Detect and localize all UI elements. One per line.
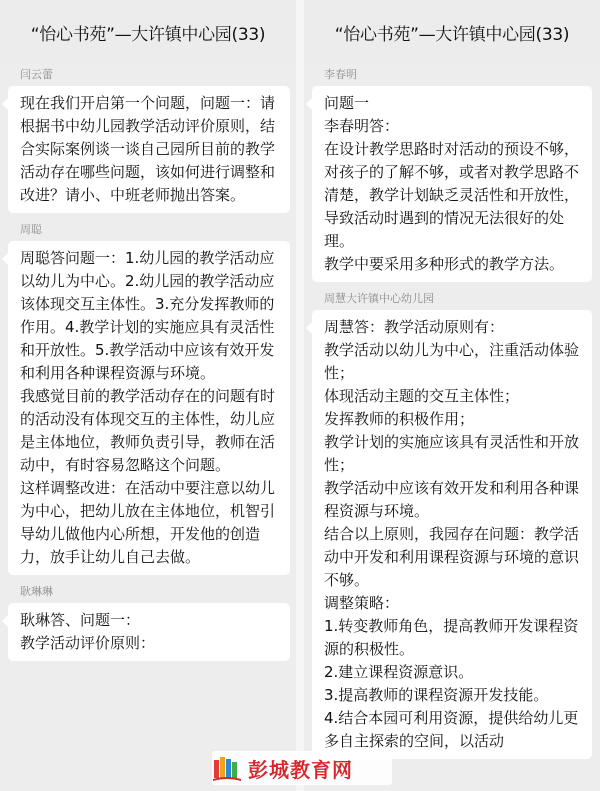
message-text: 教学活动以幼儿为中心，注重活动体验性； (324, 341, 580, 382)
message (304, 288, 600, 759)
chat-title: “怡心书苑”—大许镇中心园(33) (0, 0, 296, 64)
chat-screenshot-right (304, 0, 600, 791)
message-text: 发挥教师的积极作用； (324, 410, 475, 428)
message-text: 4.结合本园可利用资源，提供给幼儿更多自主探索的空间，以活动 (324, 709, 579, 750)
sender-name: 耿琳琳 (20, 585, 53, 598)
message-text: 现在我们开启第一个问题，问题一：请根据书中幼儿园教学活动评价原则，结合实际案例谈一谈自己园所目前的教学活动存在哪些问题，该如何进行调整和改进？请小、中班老师抛出答案。 (20, 94, 276, 204)
message-text: 教学活动中应该有效开发和利用各种课程资源与环境。 (324, 479, 580, 520)
message-text: 1.转变教师角色，提高教师开发课程资源的积极性。 (324, 617, 579, 658)
message-text: 李春明答： (324, 117, 400, 135)
message-text: 在设计教学思路时对活动的预设不够，对孩子的了解不够，或者对教学思路不清楚，教学计划缺乏灵活性和开放性，导致活动时遇到的情况无法很好的处理。 (324, 140, 580, 250)
message-text: 体现活动主题的交互主体性； (324, 387, 520, 405)
books-logo-icon (212, 754, 242, 782)
message-bubble[interactable] (8, 241, 290, 575)
message-text: 结合以上原则，我园存在问题：教学活动中开发和利用课程资源与环境的意识不够。 (324, 525, 580, 589)
chat-screenshot-left (0, 0, 296, 791)
message (0, 64, 296, 213)
message-text: 3.提高教师的课程资源开发技能。 (324, 686, 549, 704)
message-text: 2.建立课程资源意识。 (324, 663, 474, 681)
watermark-logo (212, 751, 392, 785)
message (0, 581, 296, 661)
message-text: 问题一 (324, 94, 370, 112)
message-text: 教学中要采用多种形式的教学方法。 (324, 255, 565, 273)
message-bubble[interactable] (312, 310, 592, 759)
sender-name: 周慧大许镇中心幼儿园 (324, 292, 434, 305)
message-text: 耿琳答、问题一： (20, 611, 141, 629)
sender-name: 周聪 (20, 223, 42, 236)
message-text: 调整策略： (324, 594, 400, 612)
message-text: 教学活动评价原则： (20, 634, 156, 652)
message-text: 教学计划的实施应该具有灵活性和开放性； (324, 433, 580, 474)
chat-title: “怡心书苑”—大许镇中心园(33) (304, 0, 600, 64)
message-bubble[interactable] (8, 86, 290, 213)
message-text: 周慧答：教学活动原则有： (324, 318, 505, 336)
message-bubble[interactable] (8, 603, 290, 661)
message-text: 我感觉目前的教学活动存在的问题有时的活动没有体现交互的主体性，幼儿应是主体地位，教师负责引导，教师在活动中，有时容易忽略这个问题。 (20, 387, 276, 474)
message (304, 64, 600, 282)
message (0, 219, 296, 575)
message-bubble[interactable] (312, 86, 592, 282)
sender-name: 闫云蕾 (20, 68, 53, 81)
message-text: 周聪答问题一：1.幼儿园的教学活动应以幼儿为中心。2.幼儿园的教学活动应该体现交互主体性。3.充分发挥教师的作用。4.教学计划的实施应具有灵活性和开放性。5.教学活动中应该有效开发和利用各种课程资源与环境。 (20, 249, 275, 382)
sender-name: 李春明 (324, 68, 357, 81)
column-divider (296, 0, 304, 791)
message-text: 这样调整改进：在活动中要注意以幼儿为中心，把幼儿放在主体地位，机智引导幼儿做他内心所想，开发他的创造力，放手让幼儿自己去做。 (20, 479, 276, 566)
watermark-text: 彭城教育网 (248, 757, 353, 782)
